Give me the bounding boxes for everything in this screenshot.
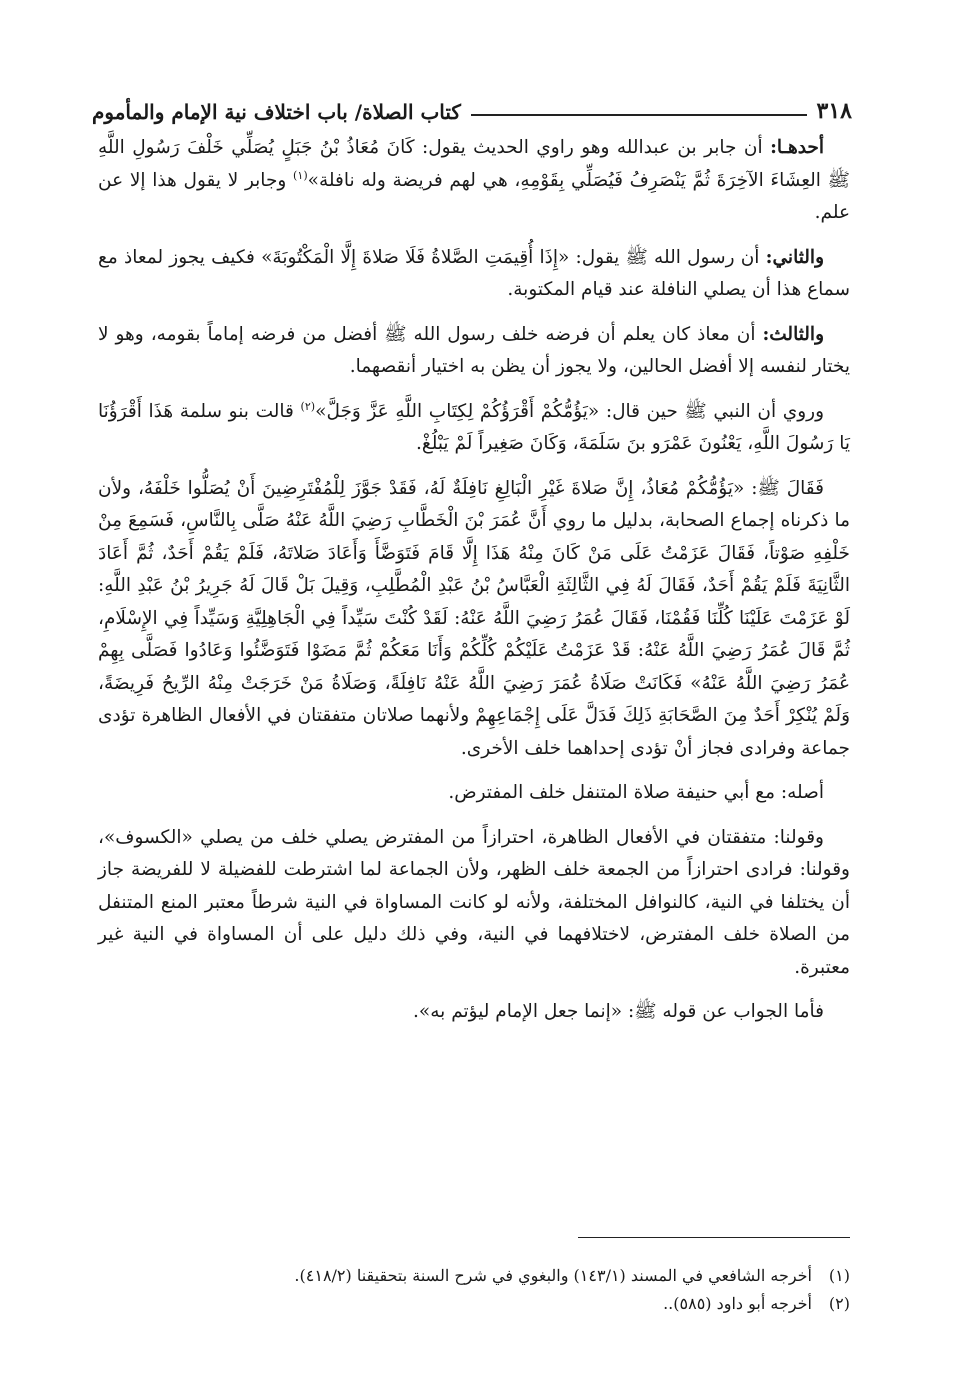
footnote-item [150,1262,850,1290]
footnote-number: (٢) [828,1294,850,1313]
paragraph-second [98,242,850,307]
paragraph-text: أن جابر بن عبدالله وهو راوي الحديث يقول: كَانَ مُعَاذُ بْنُ جَبَلٍ يُصَلِّي خَلْفَ رَسُولِ اللَّهِ ﷺ العِشَاءَ الآخِرَةَ ثُمَّ يَنْصَرِفُ فَيُصَلِّي بِقَوْمِهِ، هي لهم فريضة وله نافلة» [98,137,850,191]
footnote-item [150,1290,850,1318]
footnote-ref: (١) [293,168,308,182]
chapter-title: كتاب الصلاة/ باب اختلاف نية الإمام والمأموم [92,100,461,124]
paragraph-text: أن رسول الله ﷺ يقول: «إِذَا أُقِيمَتِ الصَّلاةُ فَلَا صَلاةَ إِلَّا الْمَكْتُوبَةَ» فكيف يجوز لمعاذ مع سماع هذا أن يصلي النافلة عند قيام المكتوبة. [98,246,850,300]
page-number: ٣١٨ [816,98,852,124]
main-text [98,132,850,1041]
paragraph-third [98,319,850,384]
paragraph-first [98,132,850,230]
running-header [92,84,852,124]
paragraph-hadith [98,396,850,461]
paragraph-umar-narration [98,473,850,766]
paragraph-text: فأما الجواب عن قوله ﷺ: «إنما جعل الإمام ليؤتم به». [413,1001,824,1022]
paragraph-asl [98,777,850,810]
footnote-number: (١) [828,1266,850,1285]
footnote-text: أخرجه أبو داود (٥٨٥).. [663,1294,812,1313]
paragraph-lead: أحدهـا: [770,137,824,158]
footnote-separator [578,1237,850,1238]
paragraph-lead: والثالث: [762,323,824,345]
paragraph-qawluna [98,822,850,985]
paragraph-answer [98,996,850,1029]
paragraph-lead: والثاني: [765,246,824,268]
paragraph-text: فَقَالَ ﷺ: «يَؤُمُّكُمْ مُعَاذُ، إِنَّ صَلاةَ غَيْرِ الْبَالِغِ نَافِلَةٌ لَهُ، فَقَدْ جَوَّزَ لِلْمُفْتَرِضِينَ أَنْ يُصَلُّوا خَلْفَهُ، ولأن ما ذكرناه إجماع الصحابة، بدليل ما روي أَنَّ عُمَرَ بْنَ الْخَطَّابِ رَضِيَ اللَّهُ عَنْهُ صَلَّى بِالنَّاسِ، فَسَمِعَ مِنْ خَلْفِهِ صَوْتاً، فَقَالَ عَزَمْتُ عَلَى مَنْ كَانَ مِنْهُ هَذَا إِلَّا قَامَ فَتَوَضَّأَ وَأَعَادَ صَلاتَهُ، فَلَمْ يَقُمْ أَحَدٌ، ثُمَّ أَعَادَ الثَّانِيَةَ فَلَمْ يَقُمْ أَحَدٌ، فَقَالَ لَهُ فِي الثَّالِثَةِ الْعَبَّاسُ بْنُ عَبْدِ الْمُطَّلِبِ، وَقِيلَ بَلْ قَالَ لَهُ جَرِيرُ بْنُ عَبْدِ اللَّهِ: لَوْ عَزَمْتَ عَلَيْنَا كُلِّنَا فَقُمْنَا، فَقَالَ عُمَرُ رَضِيَ اللَّهُ عَنْهُ: لَقَدْ كُنْتَ سَيِّداً فِي الْجَاهِلِيَّةِ وَسَيِّداً فِي الإِسْلَامِ، ثُمَّ قَالَ عُمَرُ رَضِيَ اللَّهُ عَنْهُ: قَدْ عَزَمْتُ عَلَيْكُمْ كُلِّكُمْ وَأَنَا مَعَكُمْ ثُمَّ مَضَوْا فَتَوَضَّئُوا وَعَادُوا فَصَلَّى بِهِمْ عُمَرُ رَضِيَ اللَّهُ عَنْهُ» فَكَانَتْ صَلَاةُ عُمَرَ رَضِيَ اللَّهُ عَنْهُ نَافِلَةً، وَصَلَاةُ مَنْ خَرَجَتْ مِنْهُ الرِّيحُ فَرِيضَةً، وَلَمْ يُنْكِرْ أَحَدٌ مِنَ الصَّحَابَةِ ذَلِكَ فَدَلَّ عَلَى إِجْمَاعِهِمْ ولأنهما صلاتان متفقتان في الأفعال الظاهرة تؤدى جماعة وفرادى فجاز أنْ تؤدى إحداهما خلف الأخرى. [98,477,850,759]
paragraph-text: وقولنا: متفقتان في الأفعال الظاهرة، احترازاً من المفترض يصلي خلف من يصلي «الكسوف»، وقولنا: فرادى احترازاً من الجمعة خلف الظهر، ولأن الجماعة لما اشترطت للفضيلة لا للفريضة جاز أن يختلفا في النية، كالنوافل المختلفة، ولأنه لو كانت المساواة في النية شرطاً معتبر المنع المتنفل من الصلاة خلف المفترض، لاختلافهما في النية، وفي ذلك دليل على أن المساواة في النية غير معتبرة. [98,826,850,978]
paragraph-tail: قالت بنو سلمة هَذَا أَقْرَؤُنَا يَا رَسُولَ اللَّهِ، يَعْنُونَ عَمْرَو بنَ سَلَمَةَ، وَكَانَ صَغِيراً لَمْ يَبْلُغْ. [98,400,850,454]
paragraph-text: أن معاذ كان يعلم أن فرضه خلف رسول الله ﷺ أفضل من فرضه إماماً بقومه، وهو لا يختار لنفسه إلا أفضل الحالين، ولا يجوز أن يظن به اختيار أنقصهما. [98,323,850,377]
paragraph-text: أصله: مع أبي حنيفة صلاة المتنفل خلف المفترض. [448,782,824,803]
footnote-ref: (٢) [300,399,316,413]
paragraph-text: وروي أن النبي ﷺ حين قال: «يَؤُمُّكُمْ أَقْرَؤُكُمْ لِكِتَابِ اللَّهِ عَزَّ وَجَلَّ» [315,400,825,422]
footnotes [150,1262,850,1318]
paragraph-tail: وجابر لا يقول هذا إلا عن علم. [98,169,850,223]
footnote-text: أخرجه الشافعي في المسند (١٤٣/١) والبغوي في شرح السنة بتحقيقنا (٤١٨/٢). [294,1266,812,1285]
header-rule [471,114,807,116]
